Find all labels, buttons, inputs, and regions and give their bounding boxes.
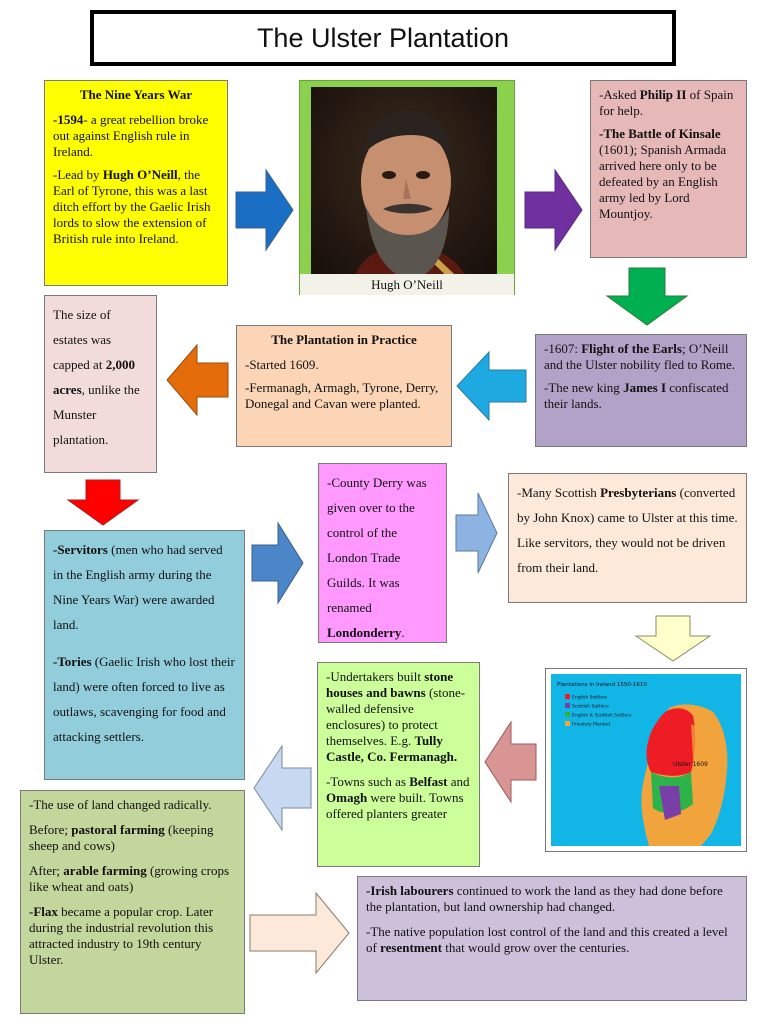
nine-years-war-year: -1594 bbox=[53, 112, 84, 127]
practice-box bbox=[236, 325, 452, 447]
flight-james: James I bbox=[623, 380, 667, 395]
nine-years-war-text: - a great rebellion broke out against English rule in Ireland. bbox=[53, 112, 209, 159]
flight-box bbox=[535, 334, 747, 447]
page-title bbox=[90, 10, 676, 66]
map-legend-private: Privately Planted bbox=[572, 722, 610, 728]
estates-text: The size of estates was capped at bbox=[53, 307, 112, 372]
arrow-right-2 bbox=[525, 170, 583, 250]
land-use-changed: -The use of land changed radically. bbox=[29, 797, 212, 812]
arrow-left-2 bbox=[167, 345, 229, 415]
nine-years-war-lead: -Lead by bbox=[53, 167, 103, 182]
derry-londonderry: Londonderry bbox=[327, 625, 402, 640]
derry-end: . bbox=[401, 625, 405, 640]
land-use-after: After; bbox=[29, 863, 64, 878]
spain-philip: Philip II bbox=[639, 87, 687, 102]
practice-heading: The Plantation in Practice bbox=[271, 332, 417, 347]
nine-years-war-desc: , the Earl of Tyrone, this was a last ditch effort by the Gaelic Irish lords to slow the extension of British rule into Ireland. bbox=[53, 167, 211, 246]
towns-text: -Towns such as bbox=[326, 774, 410, 789]
portrait-caption bbox=[300, 274, 514, 295]
tories-desc: (Gaelic Irish who lost their land) were often forced to live as outlaws, scavenging for food and attacking settlers. bbox=[53, 654, 235, 744]
labourers-desc: continued to work the land as they had done before the plantation, but land ownership had changed. bbox=[366, 883, 723, 914]
towns-belfast: Belfast bbox=[409, 774, 448, 789]
arrow-down-2 bbox=[68, 480, 138, 526]
undertakers-text: -Undertakers built bbox=[326, 669, 425, 684]
map-ulster-label: Ulster 1609 bbox=[673, 761, 708, 768]
presbyterians-desc: (converted by John Knox) came to Ulster at this time. Like servitors, they would not be driven from their land. bbox=[517, 485, 738, 575]
map-title: Plantations in Ireland 1550-1610 bbox=[557, 682, 647, 688]
plantation-map bbox=[551, 674, 741, 846]
arrow-right-3 bbox=[252, 523, 304, 603]
nine-years-war-name: Hugh O’Neill bbox=[102, 167, 178, 182]
nine-years-war-box bbox=[44, 80, 228, 286]
practice-counties: -Fermanagh, Armagh, Tyrone, Derry, Donegal and Cavan were planted. bbox=[245, 380, 439, 411]
arrow-right-1 bbox=[236, 170, 294, 250]
land-use-flax: -Flax bbox=[29, 904, 58, 919]
estates-box bbox=[44, 295, 157, 473]
practice-started: -Started 1609. bbox=[245, 357, 319, 372]
labourers-resentment: resentment bbox=[380, 940, 442, 955]
undertakers-box bbox=[317, 662, 480, 867]
land-use-arable-desc: (growing crops like wheat and oats) bbox=[29, 863, 230, 894]
estates-text-end: , unlike the Munster plantation. bbox=[53, 382, 140, 447]
tories-title: -Tories bbox=[53, 654, 92, 669]
arrow-right-4 bbox=[456, 493, 498, 573]
derry-box bbox=[318, 463, 447, 643]
spain-box bbox=[590, 80, 747, 258]
servitors-desc: (men who had served in the English army during the Nine Years War) were awarded land. bbox=[53, 542, 223, 632]
nine-years-war-heading: The Nine Years War bbox=[79, 87, 193, 102]
land-use-arable: arable farming bbox=[63, 863, 147, 878]
land-use-before: Before; bbox=[29, 822, 72, 837]
land-use-pastoral: pastoral farming bbox=[71, 822, 165, 837]
estates-acres: 2,000 acres bbox=[53, 357, 135, 397]
arrow-down-3 bbox=[636, 616, 710, 662]
flight-title: Flight of the Earls bbox=[581, 341, 682, 356]
page-title-text: The Ulster Plantation bbox=[256, 22, 510, 53]
map-legend-mixed: English & Scottish Settlers bbox=[572, 713, 632, 719]
land-use-pastoral-desc: (keeping sheep and cows) bbox=[29, 822, 214, 853]
hugh-oneill-portrait bbox=[311, 87, 497, 290]
arrow-left-3 bbox=[485, 722, 537, 802]
flight-desc: ; O’Neill and the Ulster nobility fled to Rome. bbox=[544, 341, 735, 372]
portrait-caption-text: Hugh O’Neill bbox=[371, 277, 443, 292]
towns-and: and bbox=[447, 774, 470, 789]
spain-battle: -The Battle of Kinsale bbox=[599, 126, 721, 141]
undertakers-castle: Tully Castle, Co. Fermanagh. bbox=[326, 733, 458, 764]
towns-omagh: Omagh bbox=[326, 790, 368, 805]
presbyterians-text: -Many Scottish bbox=[517, 485, 601, 500]
labourers-native: -The native population lost control of the land and this created a level of bbox=[366, 924, 728, 955]
presbyterians-bold: Presbyterians bbox=[600, 485, 677, 500]
arrow-down-1 bbox=[607, 268, 687, 326]
land-use-flax-desc: became a popular crop. Later during the industrial revolution this attracted industry to 19th century Ulster. bbox=[29, 904, 214, 967]
arrow-left-1 bbox=[457, 352, 527, 420]
arrow-right-5 bbox=[250, 893, 350, 973]
undertakers-desc: (stone-walled defensive enclosures) to protect themselves. E.g. bbox=[326, 685, 466, 748]
towns-desc: were built. Towns offered planters greater bbox=[326, 790, 464, 821]
flight-confiscated: confiscated their lands. bbox=[544, 380, 729, 411]
map-legend-scottish: Scottish Settlers bbox=[572, 704, 609, 710]
flight-king: -The new king bbox=[544, 380, 624, 395]
labourers-title: -Irish labourers bbox=[366, 883, 454, 898]
labourers-centuries: that would grow over the centuries. bbox=[441, 940, 630, 955]
map-legend-english: English Settlers bbox=[572, 695, 608, 701]
servitors-box bbox=[44, 530, 245, 780]
spain-asked: -Asked bbox=[599, 87, 640, 102]
derry-text: -County Derry was given over to the control of the London Trade Guilds. It was renamed bbox=[327, 475, 427, 615]
labourers-box bbox=[357, 876, 747, 1001]
portrait-frame bbox=[299, 80, 515, 295]
plantation-map-frame bbox=[545, 668, 747, 852]
flight-year: -1607: bbox=[544, 341, 582, 356]
arrow-left-4 bbox=[254, 746, 312, 830]
spain-battle-desc: (1601); Spanish Armada arrived here only to be defeated by an English army led by Lord Mountjoy. bbox=[599, 142, 727, 221]
spain-help: of Spain for help. bbox=[599, 87, 734, 118]
servitors-title: -Servitors bbox=[53, 542, 108, 557]
land-use-box bbox=[20, 790, 245, 1014]
undertakers-houses: stone houses and bawns bbox=[326, 669, 454, 700]
presbyterians-box bbox=[508, 473, 747, 603]
